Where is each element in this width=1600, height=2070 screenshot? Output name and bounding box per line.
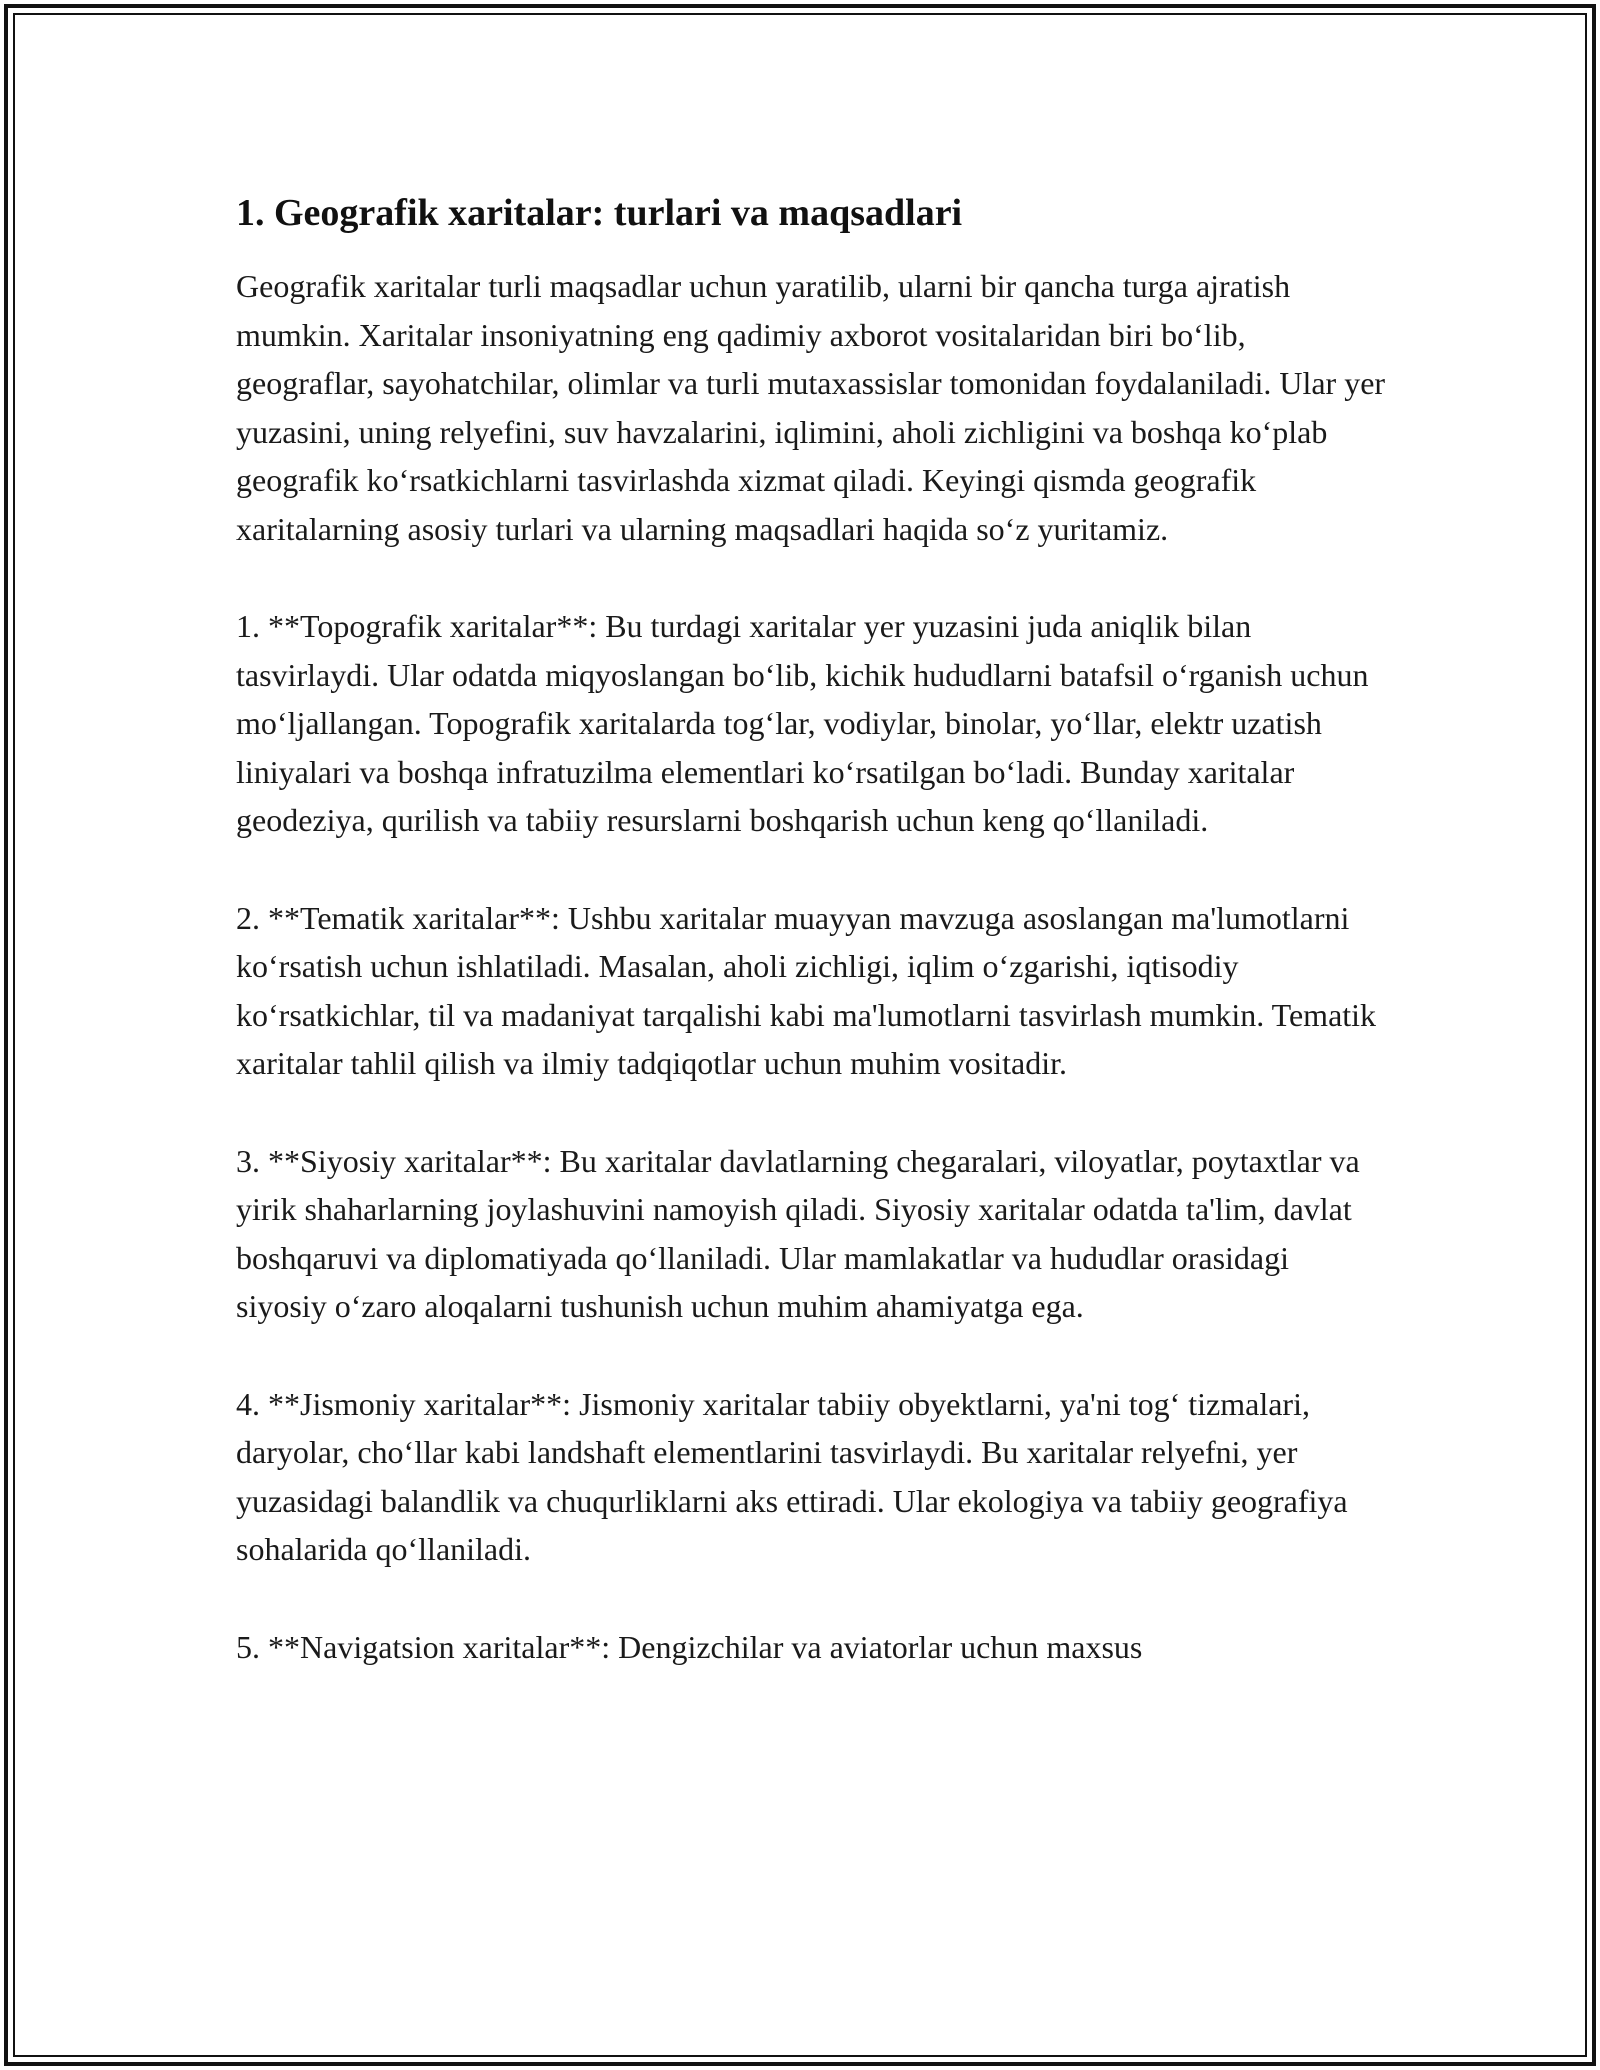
paragraph-jismoniy: 4. **Jismoniy xaritalar**: Jismoniy xaritalar tabiiy obyektlarni, ya'ni tog‘ tizmalari, daryolar, cho‘llar kabi landshaft elementlarini tasvirlaydi. Bu xaritalar relyefni, yer yuzasidagi balandlik va chuqurliklarni aks ettiradi. Ular ekologiya va tabiiy geografiya sohalarida qo‘llaniladi. [236, 1385, 1348, 1567]
paragraph-topografik: 1. **Topografik xaritalar**: Bu turdagi xaritalar yer yuzasini juda aniqlik bilan tasvirlaydi. Ular odatda miqyoslangan bo‘lib, kichik hududlarni batafsil o‘rganish uchun mo‘ljallangan. Topografik xaritalarda tog‘lar, vodiylar, binolar, yo‘llar, elektr uzatish liniyalari va boshqa infratuzilma elementlari ko‘rsatilgan bo‘ladi. Bunday xaritalar geodeziya, qurilish va tabiiy resurslarni boshqarish uchun keng qo‘llaniladi. [236, 608, 1369, 838]
paragraph-navigatsion: 5. **Navigatsion xaritalar**: Dengizchilar va aviatorlar uchun maxsus [236, 1628, 1143, 1665]
paragraph-siyosiy: 3. **Siyosiy xaritalar**: Bu xaritalar davlatlarning chegaralari, viloyatlar, poytaxtlar va yirik shaharlarning joylashuvini namoyish qiladi. Siyosiy xaritalar odatda ta'lim, davlat boshqaruvi va diplomatiyada qo‘llaniladi. Ular mamlakatlar va hududlar orasidagi siyosiy o‘zaro aloqalarni tushunish uchun muhim ahamiyatga ega. [236, 1142, 1360, 1324]
intro-paragraph: Geografik xaritalar turli maqsadlar uchun yaratilib, ularni bir qancha turga ajratish mumkin. Xaritalar insoniyatning eng qadimiy axborot vositalaridan biri bo‘lib, geograflar, sayohatchilar, olimlar va turli mutaxassislar tomonidan foydalaniladi. Ular yer yuzasini, uning relyefini, suv havzalarini, iqlimini, aholi zichligini va boshqa ko‘plab geografik ko‘rsatkichlarni tasvirlashda xizmat qiladi. Keyingi qismda geografik xaritalarning asosiy turlari va ularning maqsadlari haqida so‘z yuritamiz. [236, 268, 1386, 547]
document-body [236, 186, 1386, 1720]
paragraph-tematik: 2. **Tematik xaritalar**: Ushbu xaritalar muayyan mavzuga asoslangan ma'lumotlarni ko‘rsatish uchun ishlatiladi. Masalan, aholi zichligi, iqlim o‘zgarishi, iqtisodiy ko‘rsatkichlar, til va madaniyat tarqalishi kabi ma'lumotlarni tasvirlash mumkin. Tematik xaritalar tahlil qilish va ilmiy tadqiqotlar uchun muhim vositadir. [236, 899, 1377, 1081]
section-heading: 1. Geografik xaritalar: turlari va maqsadlari [236, 192, 963, 234]
